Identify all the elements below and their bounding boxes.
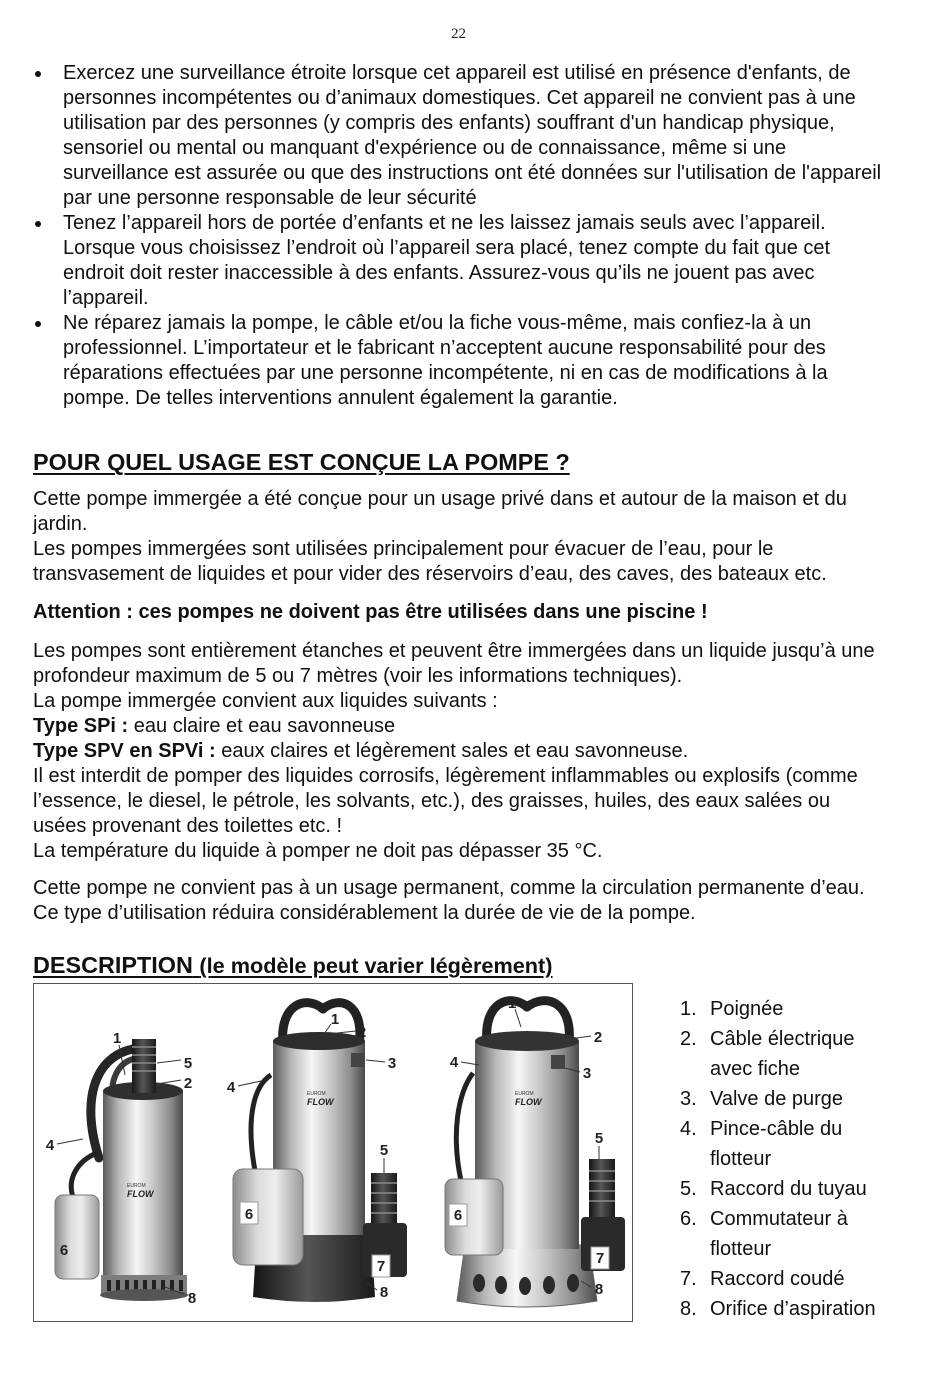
part-label: Commutateur à	[710, 1208, 848, 1230]
callout-number: 4	[449, 1054, 459, 1071]
brand-logo-top: EUROM	[307, 1091, 326, 1097]
pump-2	[227, 1003, 407, 1302]
part-item	[680, 1204, 876, 1264]
part-item	[680, 1264, 876, 1294]
part-label: Raccord du tuyau	[710, 1178, 867, 1200]
part-number: 4.	[680, 1118, 697, 1140]
pump-3-top-cap	[475, 1031, 579, 1051]
pump-3-purge-valve	[551, 1055, 565, 1069]
usage-heading: POUR QUEL USAGE EST CONÇUE LA POMPE ?	[33, 449, 570, 475]
part-label: avec fiche	[710, 1058, 801, 1080]
text-line: Cette pompe immergée a été conçue pour un usage privé dans et autour de la maison et du	[33, 488, 847, 510]
text-line: Les pompes sont entièrement étanches et peuvent être immergées dans un liquide jusqu’à une	[33, 640, 875, 662]
callout-number: 7	[595, 1250, 605, 1267]
bullet-icon	[35, 221, 41, 227]
part-label: Poignée	[710, 998, 784, 1020]
pump-3-outlet-pipe	[589, 1159, 615, 1221]
text-line: Il est interdit de pomper des liquides corrosifs, légèrement inflammables ou explosifs (comme	[33, 765, 858, 787]
callout-number: 3	[387, 1055, 397, 1072]
brand-logo-top: EUROM	[127, 1183, 146, 1189]
text-line: profondeur maximum de 5 ou 7 mètres (voir les informations techniques).	[33, 665, 683, 687]
text-line: transvasement de liquides et pour vider des réservoirs d’eau, des caves, des bateaux etc.	[33, 563, 827, 585]
callout-number: 4	[226, 1079, 236, 1096]
pump-2-purge-valve	[351, 1053, 365, 1067]
callout-number: 5	[183, 1055, 193, 1072]
text-line: utilisation par des personnes (y compris des enfants) souffrant d'un handicap physique,	[63, 112, 835, 134]
parts-list	[680, 994, 876, 1324]
callout-number: 8	[594, 1281, 604, 1298]
callout-number: 2	[357, 1024, 367, 1041]
text-line: Ne réparez jamais la pompe, le câble et/ou la fiche vous-même, mais confiez-la à un	[63, 312, 812, 334]
pool-warning	[33, 600, 708, 625]
part-label: flotteur	[710, 1238, 772, 1260]
part-item	[680, 1174, 876, 1204]
liquid-type-text: eaux claires et légèrement sales et eau savonneuse.	[221, 740, 689, 762]
text-line: La température du liquide à pomper ne doit pas dépasser 35 °C.	[33, 840, 603, 862]
part-label: Valve de purge	[710, 1088, 844, 1110]
liquid-type-label: Type SPV en SPVi :	[33, 740, 216, 762]
callout-number: 8	[187, 1290, 197, 1307]
callout-number: 4	[45, 1137, 55, 1154]
safety-bullet-list	[63, 61, 881, 411]
callout-number: 1	[507, 995, 517, 1012]
callout-number: 5	[379, 1142, 389, 1159]
part-number: 6.	[680, 1208, 697, 1230]
callout-number: 2	[183, 1075, 193, 1092]
text-line: Ce type d’utilisation réduira considérablement la durée de vie de la pompe.	[33, 902, 696, 924]
bullet-icon	[35, 71, 41, 77]
callout-number: 2	[593, 1029, 603, 1046]
liquid-type-line	[33, 739, 875, 764]
pump-3	[445, 995, 625, 1307]
brand-logo-main: FLOW	[127, 1189, 154, 1199]
liquid-type-line	[33, 714, 875, 739]
usage-intro-paragraph	[33, 487, 847, 587]
part-label: Orifice d’aspiration	[710, 1298, 876, 1320]
part-item	[680, 1294, 876, 1324]
callout-number: 6	[244, 1206, 254, 1223]
part-item	[680, 1024, 876, 1084]
brand-logo-main: FLOW	[515, 1097, 542, 1107]
text-line: Cette pompe ne convient pas à un usage permanent, comme la circulation permanente d’eau.	[33, 877, 865, 899]
text-line: usées provenant des toilettes etc. !	[33, 815, 343, 837]
pump-illustration	[33, 983, 633, 1322]
text-line: sensoriel ou mental ou manquant d'expérience ou de connaissance, même si une	[63, 137, 787, 159]
part-label: Raccord coudé	[710, 1268, 845, 1290]
text-line: par une personne responsable de leur sécurité	[63, 187, 477, 209]
bullet-item	[63, 211, 881, 311]
text-line: endroit doit rester inaccessible à des enfants. Assurez-vous qu’ils ne jouent pas avec	[63, 262, 815, 284]
text-line: l’appareil.	[63, 287, 149, 309]
text-line: professionnel. L’importateur et le fabricant n’acceptent aucune responsabilité pour des	[63, 337, 826, 359]
pump-1-cable	[71, 1153, 97, 1197]
part-label: flotteur	[710, 1148, 772, 1170]
text-line: jardin.	[33, 513, 88, 535]
pump-2-cable	[251, 1075, 271, 1171]
callout-number: 7	[376, 1258, 386, 1275]
brand-logo-top: EUROM	[515, 1091, 534, 1097]
text-line: La pompe immergée convient aux liquides suivants :	[33, 690, 498, 712]
text-line: surveillance est assurée ou que des instructions ont été données sur l'utilisation de l'appareil	[63, 162, 882, 184]
callout-number: 5	[594, 1130, 604, 1147]
pump-figure	[33, 983, 633, 1322]
text-line: pompe. De telles interventions annulent également la garantie.	[63, 387, 618, 409]
permanent-use-paragraph	[33, 876, 865, 926]
text-line: personnes incompétentes ou d’animaux domestiques. Cet appareil ne convient pas à une	[63, 87, 856, 109]
text-line: Lorsque vous choisissez l’endroit où l’appareil sera placé, tenez compte du fait que cet	[63, 237, 831, 259]
pump-1	[46, 1030, 196, 1307]
part-label: Pince-câble du	[710, 1118, 843, 1140]
text-line: Les pompes immergées sont utilisées principalement pour évacuer de l’eau, pour le	[33, 538, 774, 560]
callout-number: 1	[330, 1011, 340, 1028]
liquid-type-text: eau claire et eau savonneuse	[133, 715, 396, 737]
callout-number: 1	[112, 1030, 122, 1047]
callout-number: 6	[453, 1207, 463, 1224]
part-number: 7.	[680, 1268, 697, 1290]
brand-logo-main: FLOW	[307, 1097, 334, 1107]
description-title: DESCRIPTION	[33, 952, 193, 978]
part-number: 5.	[680, 1178, 697, 1200]
pump-1-float-switch	[55, 1195, 99, 1279]
usage-details-paragraph	[33, 639, 875, 864]
pump-3-cable	[456, 1073, 473, 1181]
bullet-icon	[35, 321, 41, 327]
text-line: réparations effectuées par une personne incompétente, ni en cas de modifications à la	[63, 362, 828, 384]
bullet-item	[63, 61, 881, 211]
part-number: 2.	[680, 1028, 697, 1050]
description-subtitle: (le modèle peut varier légèrement)	[199, 953, 553, 978]
callout-number: 3	[582, 1065, 592, 1082]
part-number: 3.	[680, 1088, 697, 1110]
description-heading	[33, 951, 553, 980]
part-number: 8.	[680, 1298, 697, 1320]
warning-text: Attention : ces pompes ne doivent pas être utilisées dans une piscine !	[33, 601, 708, 623]
text-line: Exercez une surveillance étroite lorsque cet appareil est utilisé en présence d'enfants, de	[63, 62, 851, 84]
liquid-type-label: Type SPi :	[33, 715, 129, 737]
callout-number: 8	[379, 1284, 389, 1301]
bullet-item	[63, 311, 881, 411]
part-item	[680, 1114, 876, 1174]
part-item	[680, 994, 876, 1024]
pump-2-outlet-pipe	[371, 1173, 397, 1228]
part-label: Câble électrique	[710, 1028, 855, 1050]
pump-2-top-cap	[273, 1032, 365, 1050]
part-number: 1.	[680, 998, 697, 1020]
page-number: 22	[451, 26, 466, 42]
part-item	[680, 1084, 876, 1114]
text-line: Tenez l’appareil hors de portée d’enfants et ne les laissez jamais seuls avec l’appareil.	[63, 212, 826, 234]
callout-number: 6	[59, 1242, 69, 1259]
text-line: l’essence, le diesel, le pétrole, les solvants, etc.), des graisses, huiles, des eaux salées ou	[33, 790, 831, 812]
